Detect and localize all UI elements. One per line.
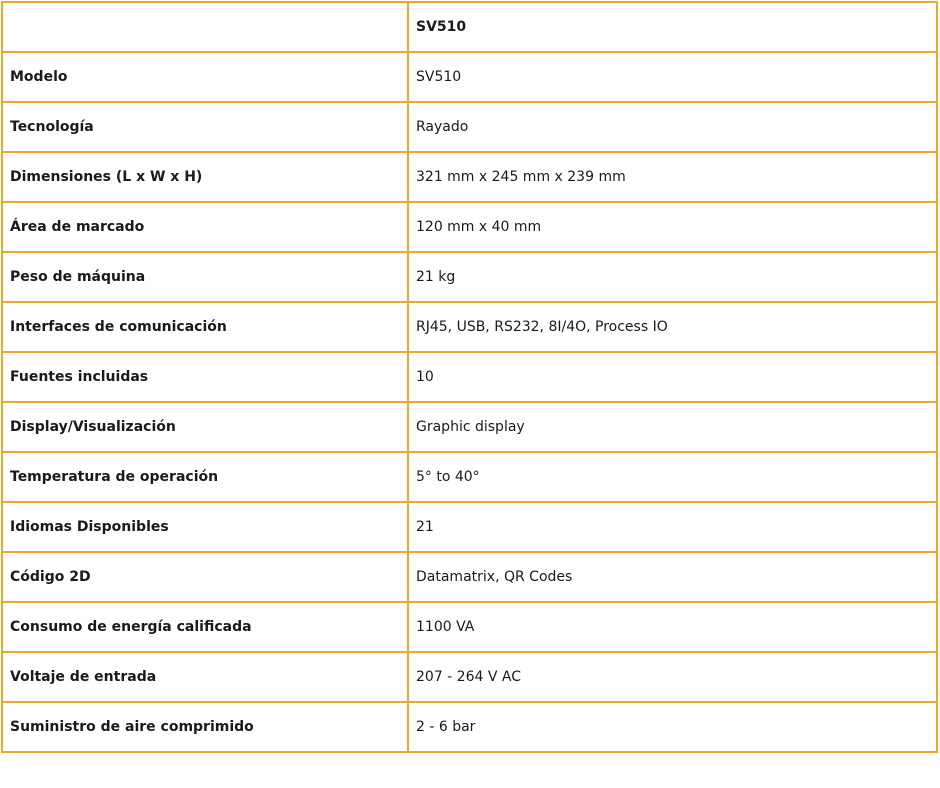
table-row xyxy=(2,302,937,352)
row-label: Peso de máquina xyxy=(2,252,408,302)
table-row xyxy=(2,652,937,702)
table-row xyxy=(2,552,937,602)
row-value: Rayado xyxy=(408,102,937,152)
row-label: Área de marcado xyxy=(2,202,408,252)
row-value: 321 mm x 245 mm x 239 mm xyxy=(408,152,937,202)
table-row xyxy=(2,702,937,752)
row-label: Tecnología xyxy=(2,102,408,152)
row-value: 5° to 40° xyxy=(408,452,937,502)
row-value: RJ45, USB, RS232, 8I/4O, Process IO xyxy=(408,302,937,352)
row-value: SV510 xyxy=(408,52,937,102)
row-label: Modelo xyxy=(2,52,408,102)
table-row xyxy=(2,602,937,652)
row-label: Consumo de energía calificada xyxy=(2,602,408,652)
row-label: Suministro de aire comprimido xyxy=(2,702,408,752)
row-label: Idiomas Disponibles xyxy=(2,502,408,552)
table-row xyxy=(2,52,937,102)
header-label-cell xyxy=(2,2,408,52)
row-value: 2 - 6 bar xyxy=(408,702,937,752)
row-label: Display/Visualización xyxy=(2,402,408,452)
header-model-cell: SV510 xyxy=(408,2,937,52)
row-value: 207 - 264 V AC xyxy=(408,652,937,702)
row-label: Fuentes incluidas xyxy=(2,352,408,402)
table-row xyxy=(2,252,937,302)
row-value: Datamatrix, QR Codes xyxy=(408,552,937,602)
table-row xyxy=(2,502,937,552)
row-value: 21 xyxy=(408,502,937,552)
row-value: 120 mm x 40 mm xyxy=(408,202,937,252)
table-row xyxy=(2,352,937,402)
table-row xyxy=(2,202,937,252)
row-value: 10 xyxy=(408,352,937,402)
table-row xyxy=(2,152,937,202)
table-header-row xyxy=(2,2,937,52)
row-label: Voltaje de entrada xyxy=(2,652,408,702)
row-label: Interfaces de comunicación xyxy=(2,302,408,352)
table-row xyxy=(2,102,937,152)
row-label: Código 2D xyxy=(2,552,408,602)
table-row xyxy=(2,452,937,502)
row-value: 1100 VA xyxy=(408,602,937,652)
row-value: Graphic display xyxy=(408,402,937,452)
row-label: Dimensiones (L x W x H) xyxy=(2,152,408,202)
row-label: Temperatura de operación xyxy=(2,452,408,502)
table-row xyxy=(2,402,937,452)
row-value: 21 kg xyxy=(408,252,937,302)
spec-table xyxy=(1,1,938,753)
